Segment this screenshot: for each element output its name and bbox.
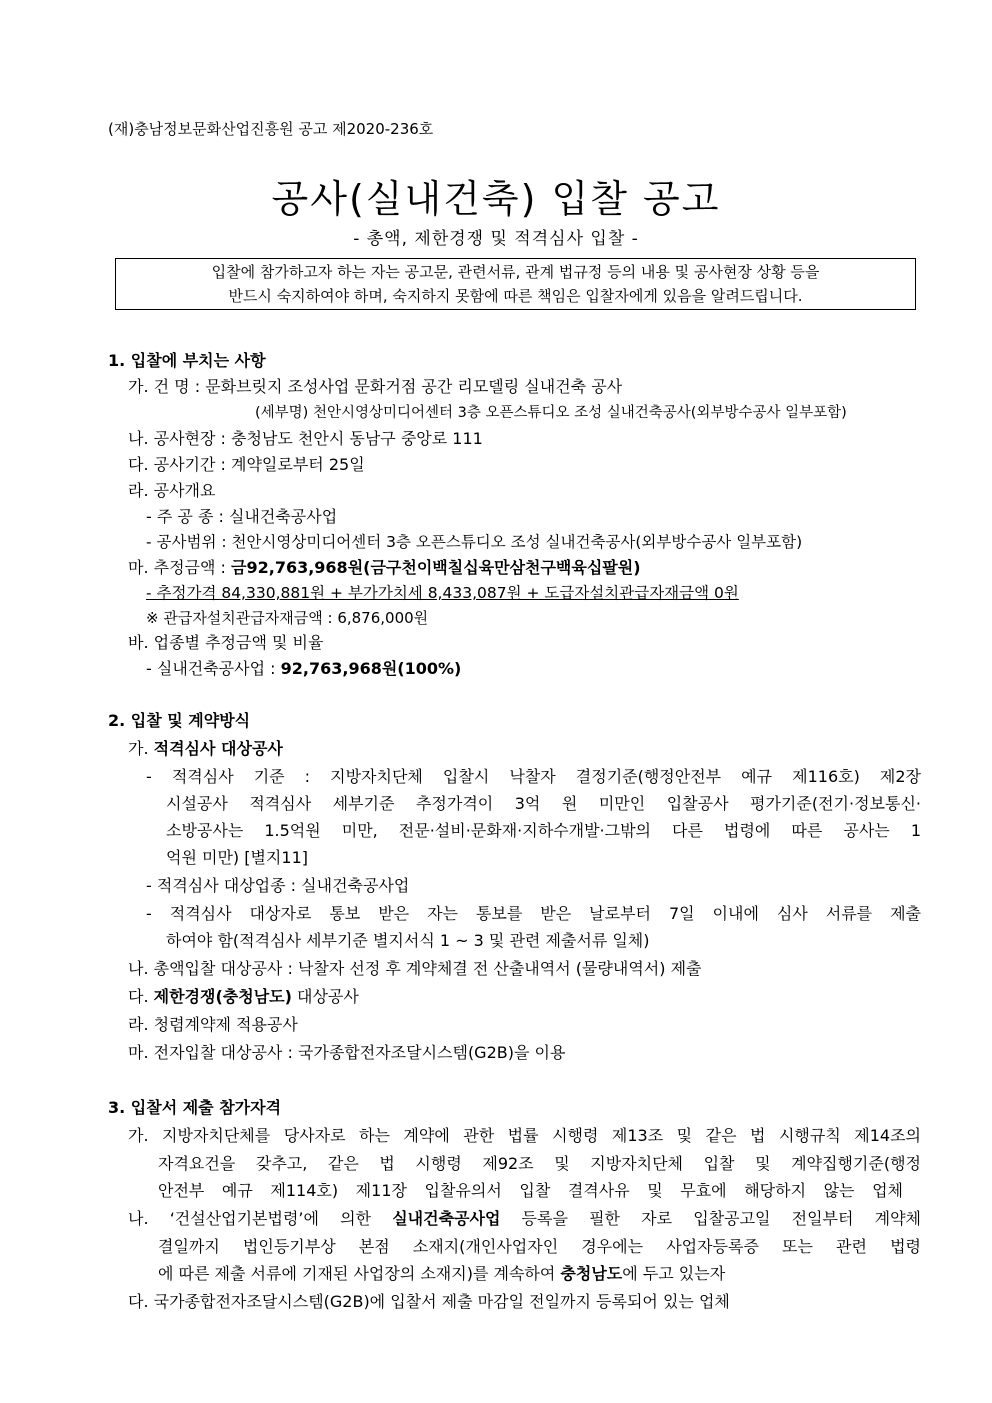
estimated-breakdown: - 추정가격 84,330,881원 + 부가가치세 8,433,087원 + 도급자설치관급자재금액 0원 <box>146 584 739 602</box>
project-type: - 주 공 종 : 실내건축공사업 <box>146 507 338 526</box>
estimated-amount <box>128 556 641 580</box>
page-subtitle: - 총액, 제한경쟁 및 적격심사 입찰 - <box>353 229 639 249</box>
s2-item-c-bold: 제한경쟁(충청남도) <box>153 987 292 1006</box>
s3-b1-bold: 실내건축공사업 <box>392 1209 501 1228</box>
s2-a1-line: 억원 미만) [별지11] <box>166 848 308 867</box>
s2-item-a-bold: 적격심사 대상공사 <box>153 739 283 758</box>
section-3-heading: 3. 입찰서 제출 참가자격 <box>108 1098 282 1117</box>
project-name: 가. 건 명 : 문화브릿지 조성사업 문화거점 공간 리모델링 실내건축 공사 <box>128 377 623 396</box>
s3-b-line <box>158 1262 725 1286</box>
notice-box <box>115 258 916 310</box>
s3-b3-bold: 충청남도 <box>560 1264 623 1283</box>
s2-a1-line: 소방공사는 1.5억원 미만, 전문·설비·문화재·지하수개발·그밖의 다른 법령에 따른 공사는 1 <box>166 821 921 840</box>
s2-a3-line: - 적격심사 대상자로 통보 받은 자는 통보를 받은 날로부터 7일 이내에 심사 서류를 제출 <box>146 904 921 923</box>
s3-b3-suffix: 에 두고 있는자 <box>622 1264 726 1283</box>
s2-a1-line: - 적격심사 기준 : 지방자치단체 입찰시 낙찰자 결정기준(행정안전부 예규 제116호) 제2장 <box>146 767 921 786</box>
s3-b1-prefix: 나. ‘건설산업기본법령’에 의한 <box>128 1209 393 1228</box>
project-site: 나. 공사현장 : 충청남도 천안시 동남구 중앙로 111 <box>128 429 483 448</box>
s2-a1-line: 시설공사 적격심사 세부기준 추정가격이 3억 원 미만인 입찰공사 평가기준(전기·정보통신· <box>166 794 921 813</box>
s3-c: 다. 국가종합전자조달시스템(G2B)에 입찰서 제출 마감일 전일까지 등록되어 있는 업체 <box>128 1292 730 1311</box>
s3-b-line: 결일까지 법인등기부상 본점 소재지(개인사업자인 경우에는 사업자등록증 또는 관련 법령 <box>158 1237 921 1256</box>
section-1-heading: 1. 입찰에 부치는 사항 <box>108 351 266 370</box>
s3-b1-suffix: 등록을 필한 자로 입찰공고일 전일부터 계약체 <box>500 1209 921 1228</box>
s3-a-line: 자격요건을 갖추고, 같은 법 시행령 제92조 및 지방자치단체 입찰 및 계약집행기준(행정 <box>158 1154 921 1173</box>
estimated-amount-label: 마. 추정금액 : <box>128 558 232 577</box>
s2-a3-line: 하여야 함(적격심사 세부기준 별지서식 1 ~ 3 및 관련 제출서류 일체) <box>166 931 650 950</box>
project-period: 다. 공사기간 : 계약일로부터 25일 <box>128 455 365 474</box>
page-title: 공사(실내건축) 입찰 공고 <box>271 177 721 221</box>
section-2-heading: 2. 입찰 및 계약방식 <box>108 711 251 730</box>
project-subname: (세부명) 천안시영상미디어센터 3층 오픈스튜디오 조성 실내건축공사(외부방수공사 일부포함) <box>255 405 847 421</box>
notice-line: 반드시 숙지하여야 하며, 숙지하지 못함에 따른 책임은 입찰자에게 있음을 알려드립니다. <box>228 287 803 305</box>
s2-a2: - 적격심사 대상업종 : 실내건축공사업 <box>146 876 410 895</box>
ratio-item-value: 92,763,968원(100%) <box>280 659 462 678</box>
estimated-amount-value: 금92,763,968원(금구천이백칠십육만삼천구백육십팔원) <box>231 558 641 577</box>
s2-item-b: 나. 총액입찰 대상공사 : 낙찰자 선정 후 계약체결 전 산출내역서 (물량내역서) 제출 <box>128 959 702 978</box>
s2-item-a: 가. 적격심사 대상공사 <box>128 739 283 758</box>
project-overview: 라. 공사개요 <box>128 481 216 500</box>
ratio-item <box>146 657 461 681</box>
s2-item-c <box>128 985 359 1009</box>
s2-item-e: 마. 전자입찰 대상공사 : 국가종합전자조달시스템(G2B)을 이용 <box>128 1043 566 1062</box>
s3-a-line: 안전부 예규 제114호) 제11장 입찰유의서 입찰 결격사유 및 무효에 해당하지 않는 업체 <box>158 1181 903 1200</box>
notice-line: 입찰에 참가하고자 하는 자는 공고문, 관련서류, 관계 법규정 등의 내용 및 공사현장 상황 등을 <box>211 263 820 281</box>
announcement-number: (재)충남정보문화산업진흥원 공고 제2020-236호 <box>108 120 434 138</box>
ratio-item-label: - 실내건축공사업 : <box>146 659 281 678</box>
s2-item-c-prefix: 다. <box>128 987 154 1006</box>
s3-b-line <box>128 1207 921 1231</box>
ratio-heading: 바. 업종별 추정금액 및 비율 <box>128 633 324 652</box>
estimated-note: ※ 관급자설치관급자재금액 : 6,876,000원 <box>146 609 429 627</box>
s2-item-d: 라. 청렴계약제 적용공사 <box>128 1015 298 1034</box>
project-scope: - 공사범위 : 천안시영상미디어센터 3층 오픈스튜디오 조성 실내건축공사(외부방수공사 일부포함) <box>146 533 803 551</box>
s2-item-c-suffix: 대상공사 <box>291 987 359 1006</box>
s3-a-line: 가. 지방자치단체를 당사자로 하는 계약에 관한 법률 시행령 제13조 및 같은 법 시행규칙 제14조의 <box>128 1126 921 1145</box>
s3-b3-prefix: 에 따른 제출 서류에 기재된 사업장의 소재지)를 계속하여 <box>158 1264 561 1283</box>
